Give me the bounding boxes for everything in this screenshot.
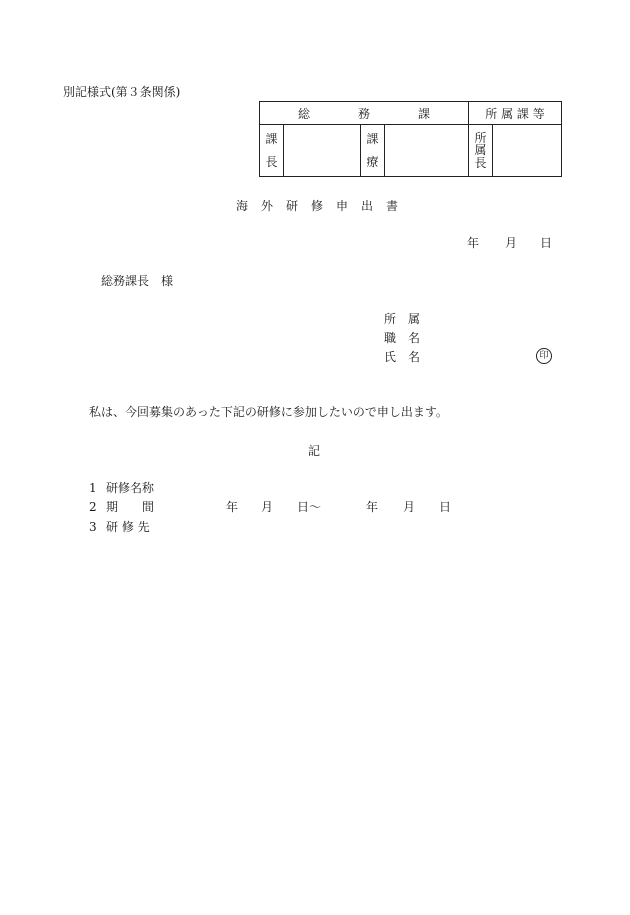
item-3-label: 研 修 先 [106, 520, 150, 534]
date-year: 年 [467, 236, 480, 250]
kachou-stamp-box[interactable] [284, 125, 361, 177]
date-day: 日 [540, 236, 553, 250]
shozokuchou-label: 所 属 長 [469, 125, 493, 177]
shozokuchou-stamp-box[interactable] [493, 125, 562, 177]
item-1-number: 1 [89, 481, 97, 495]
kachou-label: 課 長 [260, 125, 284, 177]
period-to-day: 日 [439, 500, 452, 514]
name-label: 氏 名 [384, 350, 421, 364]
application-statement: 私は、今回募集のあった下記の研修に参加したいので申し出ます。 [89, 405, 448, 419]
date-month: 月 [505, 236, 518, 250]
seal-mark: 印 [536, 348, 552, 364]
period-from-day: 日～ [297, 500, 322, 514]
period-from-month: 月 [261, 500, 274, 514]
soumu-ka-header: 総 務 課 [260, 102, 469, 125]
period-to-year: 年 [366, 500, 379, 514]
item-2-label: 期 間 [106, 500, 155, 514]
document-title: 海外研修申出書 [236, 199, 412, 213]
form-label: 別記様式(第３条関係) [63, 85, 181, 99]
ki-heading: 記 [308, 444, 321, 458]
karyou-stamp-box[interactable] [385, 125, 469, 177]
item-2-number: 2 [89, 500, 97, 514]
shozoku-ka-header: 所 属 課 等 [469, 102, 562, 125]
position-label: 職 名 [384, 331, 421, 345]
period-from-year: 年 [226, 500, 239, 514]
item-3-number: 3 [89, 520, 97, 534]
period-to-month: 月 [403, 500, 416, 514]
approval-table [259, 101, 562, 177]
affiliation-label: 所 属 [384, 312, 421, 326]
addressee: 総務課長 様 [101, 274, 174, 288]
karyou-label: 課 療 [361, 125, 385, 177]
item-1-label: 研修名称 [106, 481, 155, 495]
